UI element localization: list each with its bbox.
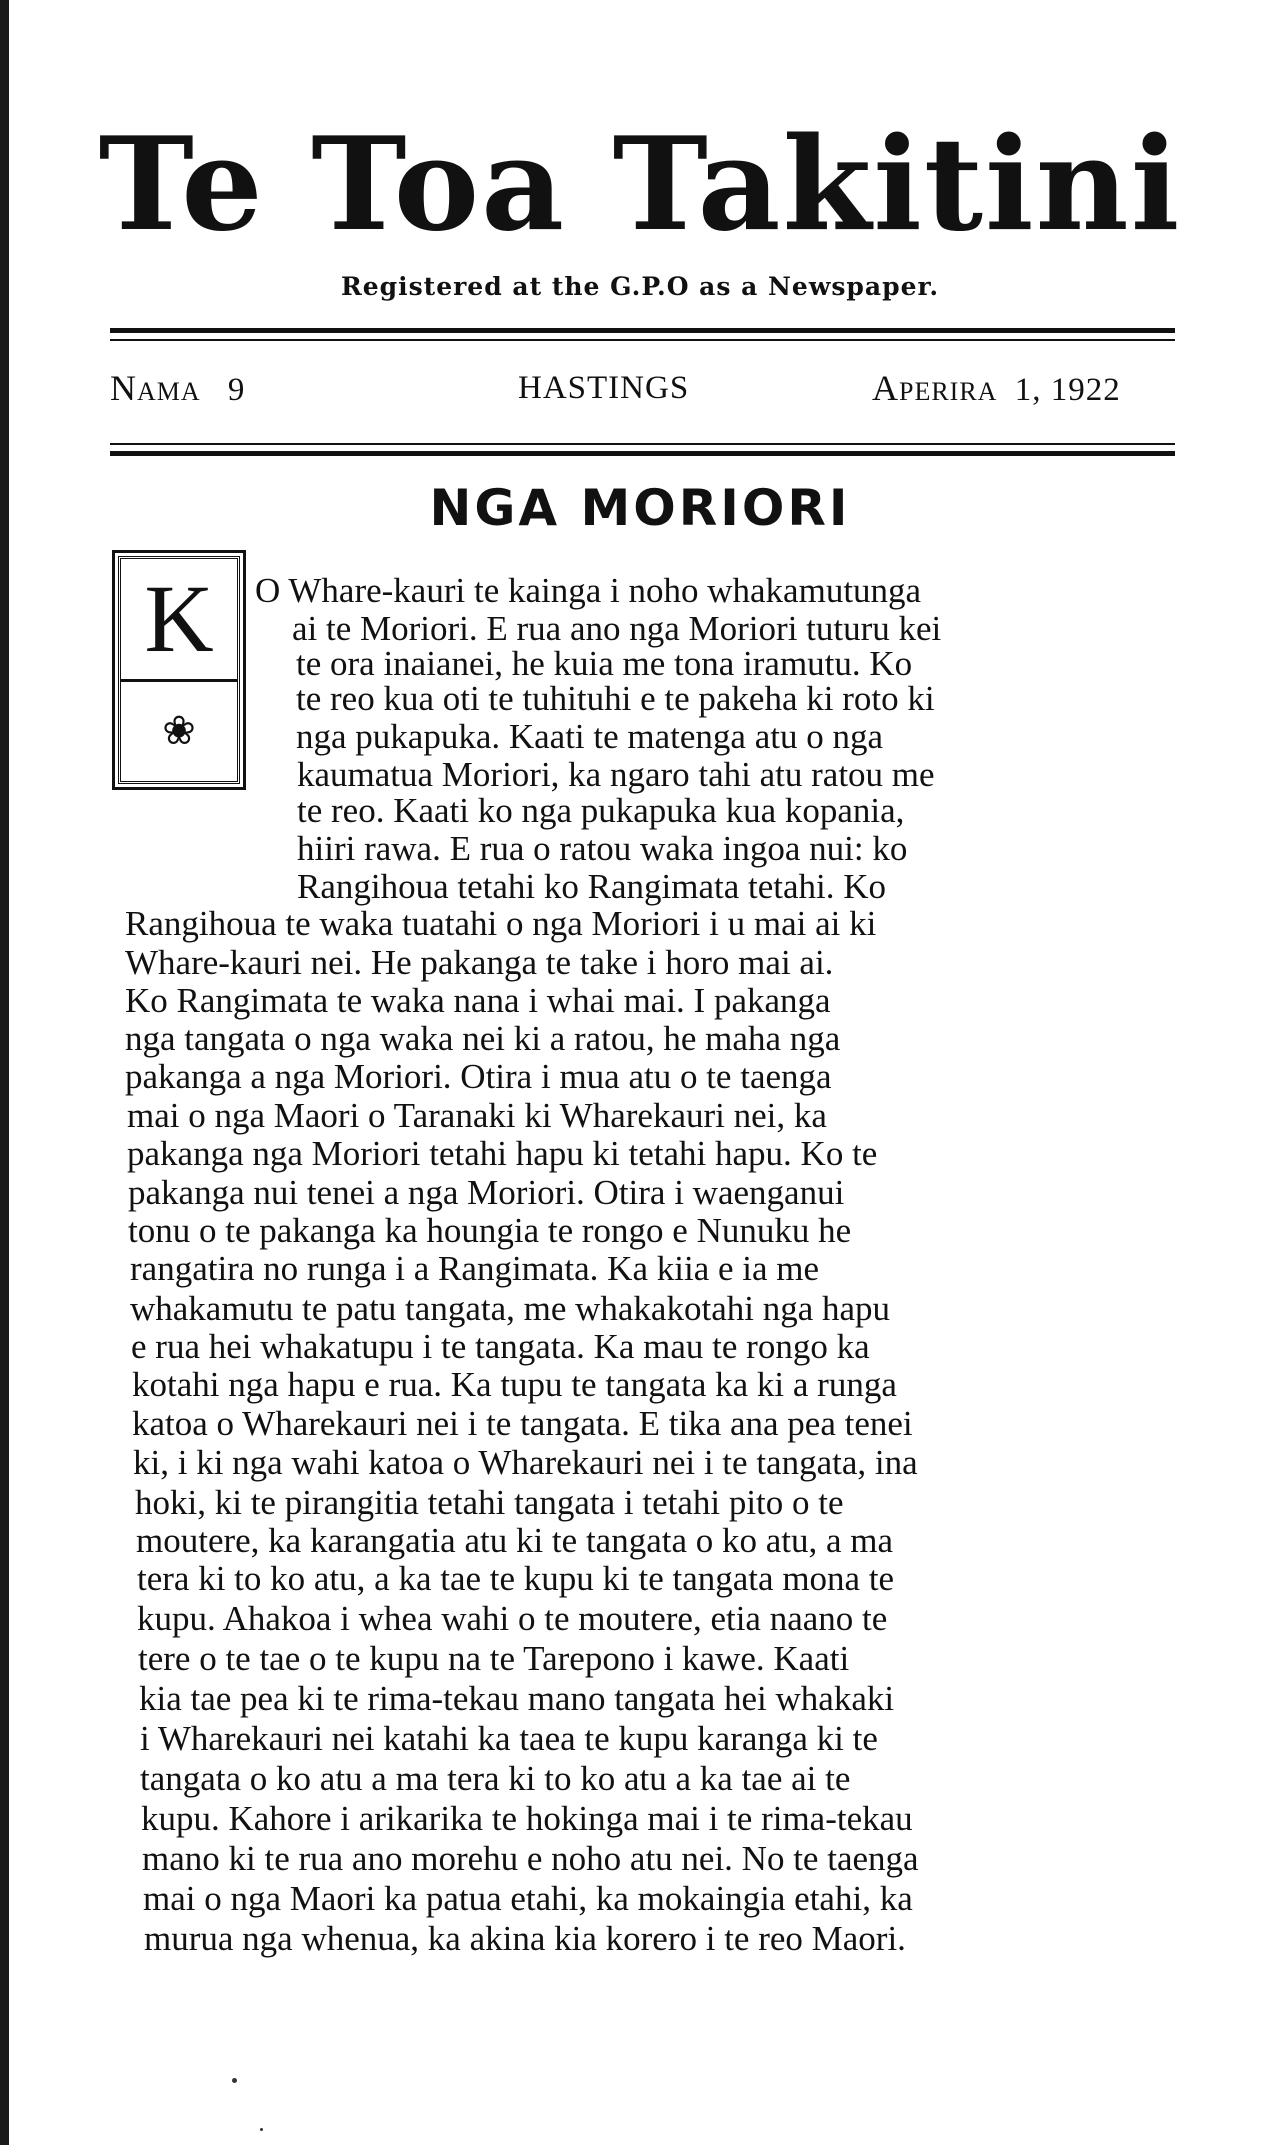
body-line: te reo. Kaati ko nga pukapuka kua kopania, bbox=[297, 791, 905, 830]
body-line: moutere, ka karangatia atu ki te tangata o ko atu, a ma bbox=[136, 1521, 894, 1560]
body-line: mai o nga Maori ka patua etahi, ka mokaingia etahi, ka bbox=[143, 1879, 913, 1918]
body-line: kupu. Kahore i arikarika te hokinga mai i te rima-tekau bbox=[141, 1799, 913, 1838]
body-line: ki, i ki nga wahi katoa o Wharekauri nei i te tangata, ina bbox=[133, 1443, 918, 1482]
issue-number bbox=[110, 368, 245, 412]
body-line: tangata o ko atu a ma tera ki to ko atu a ka tae ai te bbox=[140, 1759, 851, 1798]
body-line: ai te Moriori. E rua ano nga Moriori tuturu kei bbox=[292, 609, 942, 648]
body-line: tonu o te pakanga ka houngia te rongo e Nunuku he bbox=[128, 1211, 852, 1250]
body-line: pakanga nga Moriori tetahi hapu ki tetahi hapu. Ko te bbox=[127, 1134, 878, 1173]
body-line: Rangihoua te waka tuatahi o nga Moriori i u mai ai ki bbox=[125, 904, 877, 943]
scan-speck bbox=[232, 2078, 237, 2083]
body-line: mai o nga Maori o Taranaki ki Wharekauri nei, ka bbox=[127, 1096, 827, 1135]
date-value: 1, 1922 bbox=[1014, 372, 1121, 408]
top-rule-thick bbox=[110, 328, 1175, 333]
body-line: murua nga whenua, ka akina kia korero i te reo Maori. bbox=[144, 1919, 906, 1958]
issue-number-value: 9 bbox=[227, 372, 246, 408]
issue-place: HASTINGS bbox=[518, 370, 690, 406]
body-line: Ko Rangimata te waka nana i whai mai. I pakanga bbox=[125, 981, 831, 1020]
body-line: pakanga nui tenei a nga Moriori. Otira i waenganui bbox=[128, 1173, 845, 1212]
body-line: pakanga a nga Moriori. Otira i mua atu o te taenga bbox=[125, 1057, 832, 1096]
month-initial: A bbox=[872, 368, 899, 408]
body-line: te reo kua oti te tuhituhi e te pakeha ki roto ki bbox=[296, 679, 935, 718]
registration-notice: Registered at the G.P.O as a Newspaper. bbox=[340, 272, 940, 301]
body-line: mano ki te rua ano morehu e noho atu nei. No te taenga bbox=[142, 1839, 919, 1878]
body-line: whakamutu te patu tangata, me whakakotahi nga hapu bbox=[130, 1289, 891, 1328]
body-line: hiiri rawa. E rua o ratou waka ingoa nui: ko bbox=[297, 829, 908, 868]
bottom-rule-thick bbox=[110, 451, 1175, 456]
body-line: nga tangata o nga waka nei ki a ratou, he maha nga bbox=[125, 1019, 841, 1058]
issue-date bbox=[872, 368, 1121, 412]
body-line: tere o te tae o te kupu na te Tarepono i kawe. Kaati bbox=[138, 1639, 850, 1678]
body-line: O Whare-kauri te kainga i noho whakamutunga bbox=[255, 571, 922, 610]
body-line: te ora inaianei, he kuia me tona iramutu. Ko bbox=[296, 644, 913, 683]
body-line: i Wharekauri nei katahi ka taea te kupu karanga ki te bbox=[140, 1719, 878, 1758]
masthead-title: Te Toa Takitini bbox=[98, 110, 1182, 260]
dropcap-letter: K bbox=[121, 559, 237, 682]
body-line: e rua hei whakatupu i te tangata. Ka mau te rongo ka bbox=[131, 1327, 870, 1366]
top-rule-thin bbox=[110, 339, 1175, 341]
body-line: kaumatua Moriori, ka ngaro tahi atu ratou me bbox=[297, 755, 935, 794]
body-line: Rangihoua tetahi ko Rangimata tetahi. Ko bbox=[297, 867, 887, 906]
body-line: nga pukapuka. Kaati te matenga atu o nga bbox=[296, 717, 884, 756]
body-line: kia tae pea ki te rima-tekau mano tangata hei whakaki bbox=[139, 1679, 895, 1718]
body-line: rangatira no runga i a Rangimata. Ka kiia e ia me bbox=[130, 1249, 820, 1288]
body-line: kupu. Ahakoa i whea wahi o te moutere, etia naano te bbox=[137, 1599, 888, 1638]
body-line: kotahi nga hapu e rua. Ka tupu te tangata ka ki a runga bbox=[132, 1365, 897, 1404]
scan-edge bbox=[0, 0, 9, 2145]
scan-speck bbox=[260, 2128, 263, 2131]
issue-label-initial: N bbox=[110, 368, 137, 408]
body-line: tera ki to ko atu, a ka tae te kupu ki te tangata mona te bbox=[137, 1559, 895, 1598]
body-line: Whare-kauri nei. He pakanga te take i horo mai ai. bbox=[125, 943, 834, 982]
dropcap-box bbox=[118, 556, 240, 784]
flower-ornament-icon: ❀ bbox=[162, 708, 196, 754]
bottom-rule-thin bbox=[110, 443, 1175, 445]
body-line: hoki, ki te pirangitia tetahi tangata i tetahi pito o te bbox=[135, 1483, 844, 1522]
month-rest: PERIRA bbox=[899, 377, 998, 406]
issue-label-rest: AMA bbox=[137, 377, 201, 406]
article-headline: NGA MORIORI bbox=[429, 479, 851, 537]
body-line: katoa o Wharekauri nei i te tangata. E tika ana pea tenei bbox=[132, 1404, 913, 1443]
